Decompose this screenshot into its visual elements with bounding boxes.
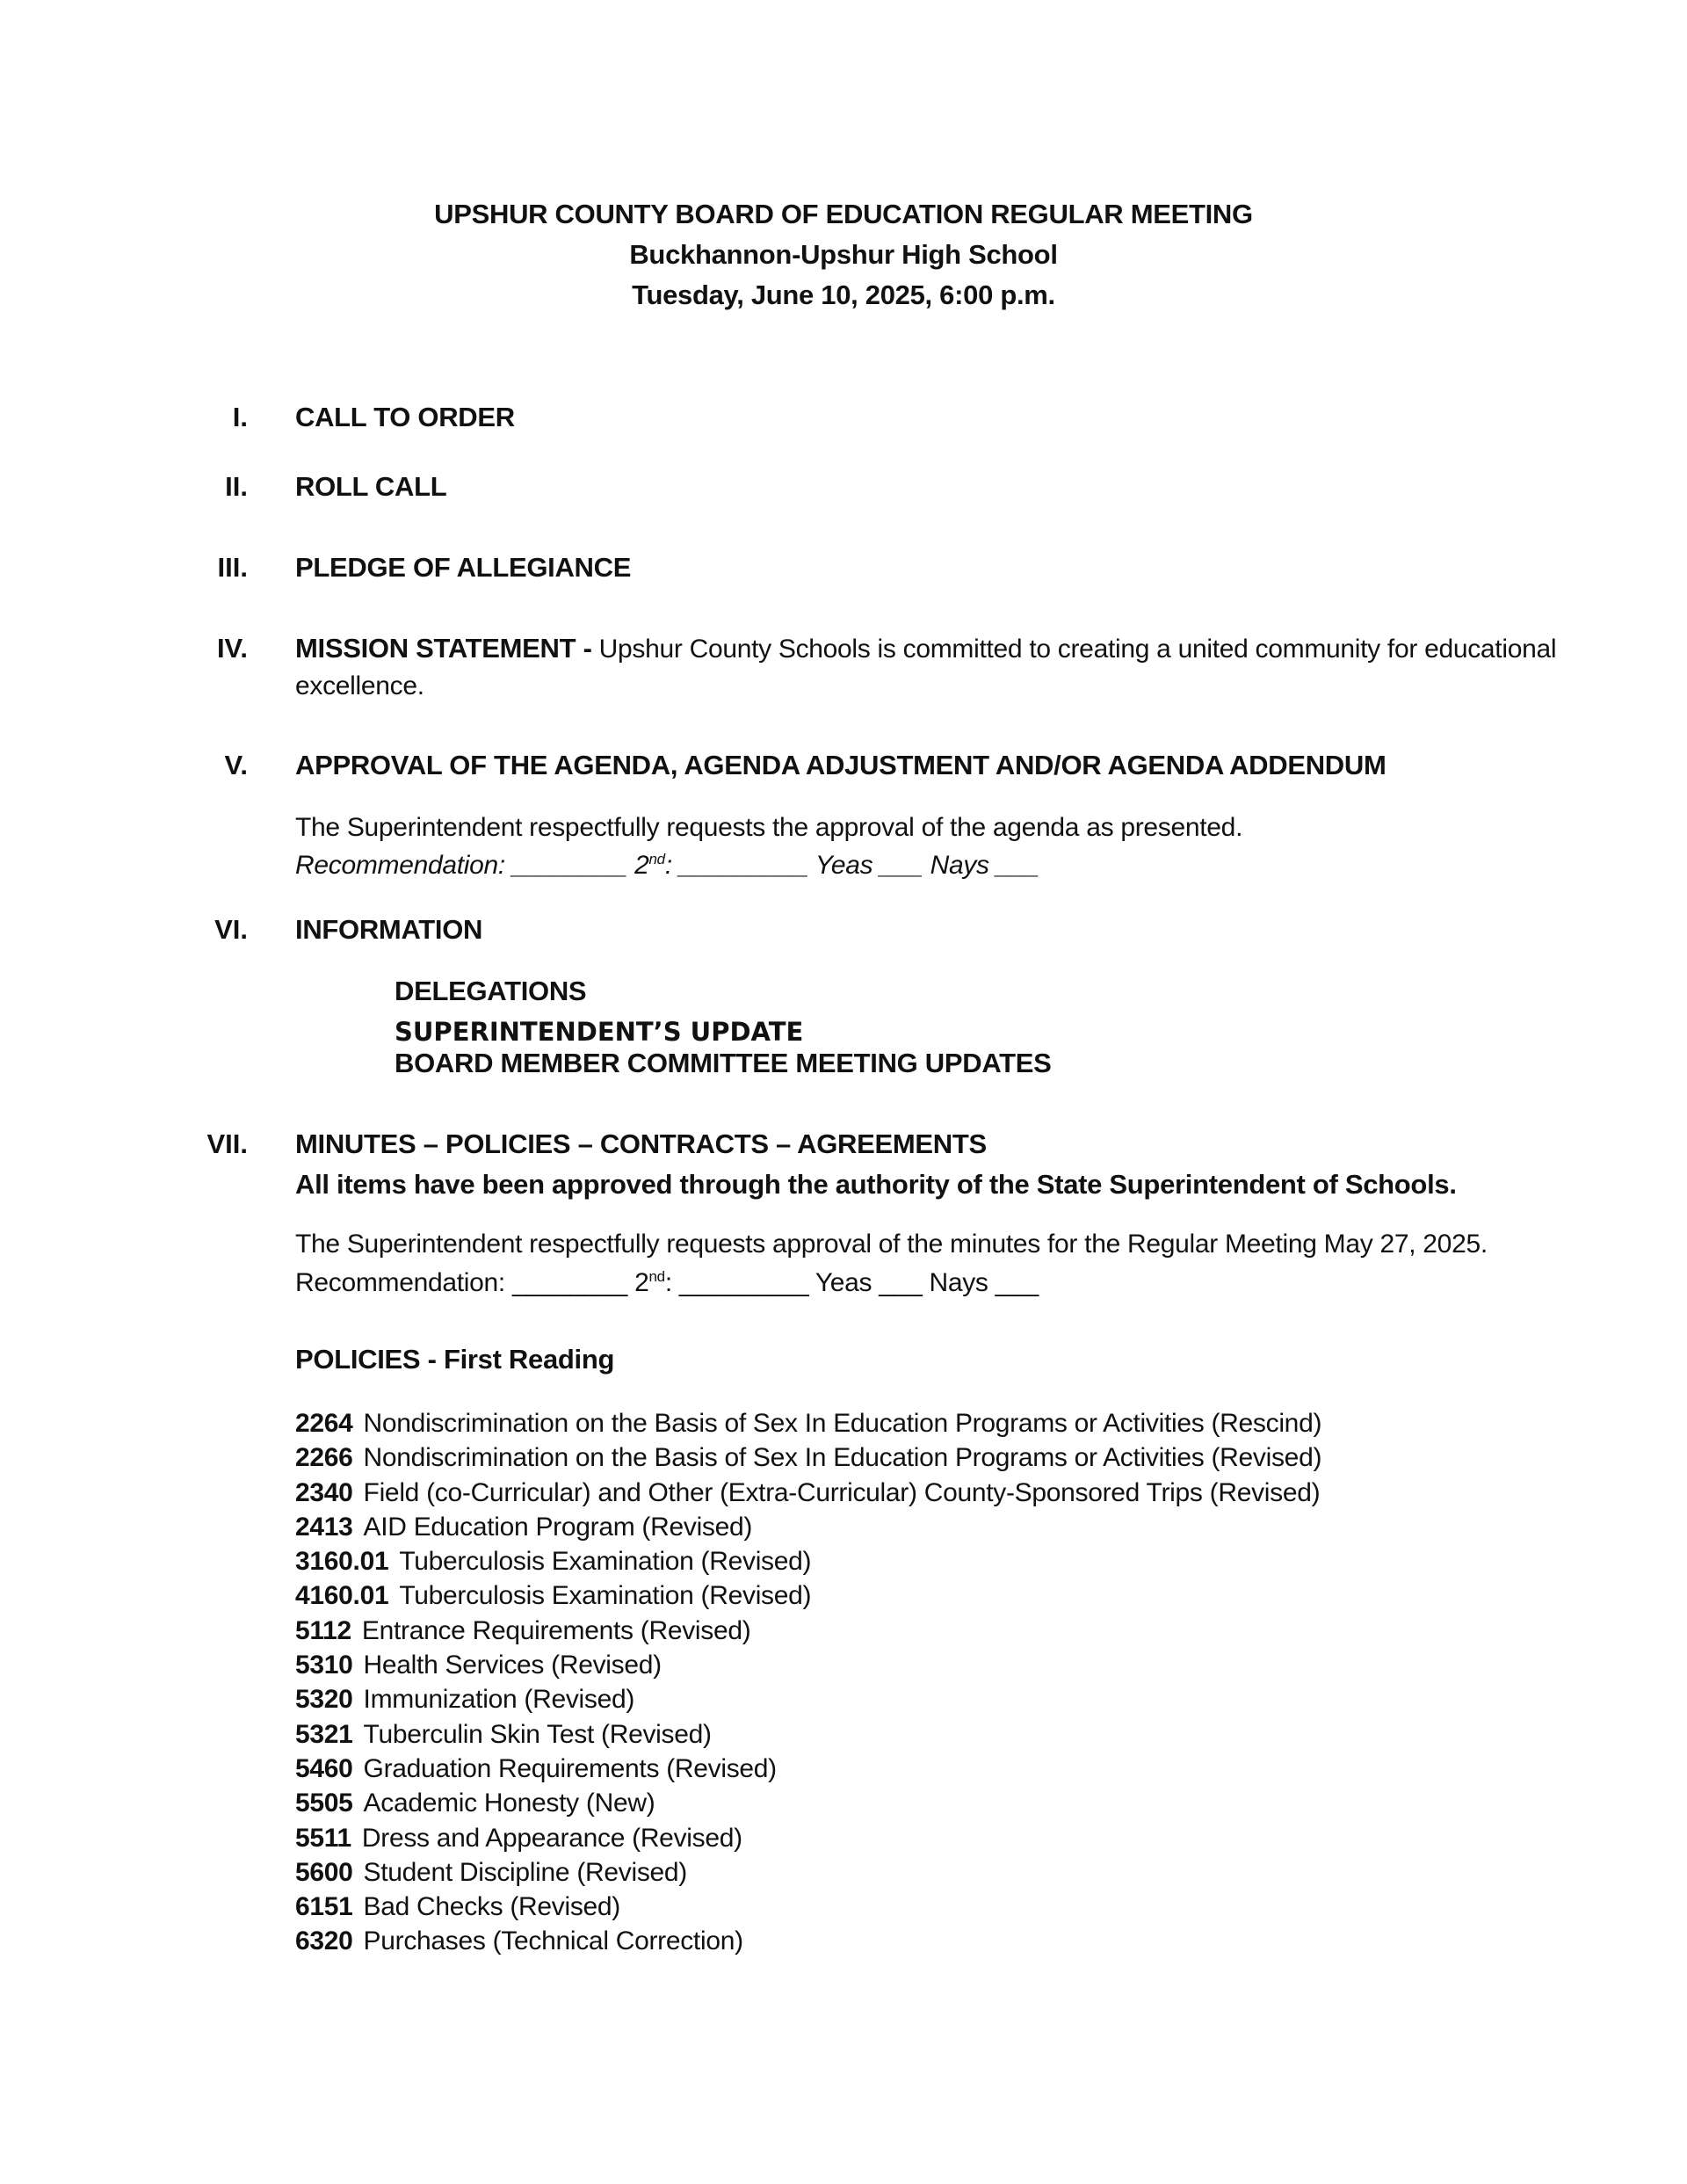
minutes-request: The Superintendent respectfully requests approval of the minutes for the Regular Meeting May 27, 2025. <box>295 1230 1488 1259</box>
section-number: VII. <box>206 1128 248 1159</box>
mission-statement-text-cont: excellence. <box>295 671 424 700</box>
meeting-title: UPSHUR COUNTY BOARD OF EDUCATION REGULAR MEETING <box>434 199 1253 229</box>
second-superscript: nd <box>648 1268 665 1285</box>
second-superscript: nd <box>648 851 665 867</box>
policy-title: Tuberculosis Examination (Revised) <box>399 1547 812 1577</box>
policy-item <box>295 1754 1321 1789</box>
section-roll-call: ROLL CALL <box>295 471 447 502</box>
info-superintendent-update: SUPERINTENDENT’S UPDATE <box>395 1017 804 1047</box>
section-number: II. <box>225 471 248 502</box>
policy-code: 6151 <box>295 1892 353 1922</box>
section-number: I. <box>232 402 248 432</box>
policy-title: Academic Honesty (New) <box>363 1789 655 1818</box>
policy-code: 5460 <box>295 1753 353 1783</box>
policy-title: Nondiscrimination on the Basis of Sex In Education Programs or Activities (Revised) <box>363 1443 1322 1473</box>
policy-item <box>295 1720 1321 1754</box>
section-pledge: PLEDGE OF ALLEGIANCE <box>295 552 632 583</box>
policy-title: Bad Checks (Revised) <box>363 1892 620 1922</box>
policy-item <box>295 1651 1321 1685</box>
policy-title: Graduation Requirements (Revised) <box>363 1753 777 1783</box>
policy-item <box>295 1858 1321 1892</box>
policies-list <box>295 1409 1321 1962</box>
section-number: V. <box>224 750 248 780</box>
policy-code: 2340 <box>295 1477 353 1507</box>
policy-title: Field (co-Curricular) and Other (Extra-Curricular) County-Sponsored Trips (Revised) <box>363 1477 1321 1507</box>
recommendation-votes: : _________ Yeas ___ Nays ___ <box>664 1268 1039 1297</box>
policy-title: AID Education Program (Revised) <box>363 1512 753 1542</box>
agenda-request: The Superintendent respectfully requests the approval of the agenda as presented. <box>295 813 1243 842</box>
policy-title: Student Discipline (Revised) <box>363 1857 687 1887</box>
policy-title: Tuberculosis Examination (Revised) <box>399 1581 812 1611</box>
policy-item <box>295 1616 1321 1651</box>
policy-code: 5321 <box>295 1719 353 1749</box>
section-call-to-order: CALL TO ORDER <box>295 402 515 432</box>
meeting-location: Buckhannon-Upshur High School <box>629 239 1058 270</box>
meeting-date: Tuesday, June 10, 2025, 6:00 p.m. <box>632 279 1055 310</box>
section-agenda-approval: APPROVAL OF THE AGENDA, AGENDA ADJUSTMENT AND/OR AGENDA ADDENDUM <box>295 750 1387 780</box>
policy-code: 6320 <box>295 1926 353 1956</box>
policy-item <box>295 1478 1321 1513</box>
section-minutes-policies: MINUTES – POLICIES – CONTRACTS – AGREEMENTS <box>295 1128 987 1159</box>
mission-statement <box>295 633 1556 664</box>
policy-item <box>295 1892 1321 1926</box>
policy-code: 2264 <box>295 1409 353 1438</box>
policy-title: Nondiscrimination on the Basis of Sex In Education Programs or Activities (Rescind) <box>363 1409 1322 1438</box>
mission-statement-text: Upshur County Schools is committed to creating a united community for educational <box>598 635 1557 664</box>
policy-code: 2266 <box>295 1443 353 1473</box>
policy-title: Entrance Requirements (Revised) <box>361 1615 751 1645</box>
policy-code: 5511 <box>295 1823 351 1853</box>
policy-code: 5310 <box>295 1651 353 1680</box>
info-board-committee-updates: BOARD MEMBER COMMITTEE MEETING UPDATES <box>395 1048 1052 1078</box>
policy-code: 2413 <box>295 1512 353 1542</box>
policy-code: 4160.01 <box>295 1581 389 1611</box>
section-information: INFORMATION <box>295 914 483 945</box>
policy-code: 5320 <box>295 1685 353 1715</box>
policy-title: Purchases (Technical Correction) <box>363 1926 743 1956</box>
policy-code: 3160.01 <box>295 1547 389 1577</box>
policy-item <box>295 1581 1321 1615</box>
policy-item <box>295 1547 1321 1581</box>
agenda-recommendation <box>295 851 1039 881</box>
policy-item <box>295 1443 1321 1477</box>
policy-title: Health Services (Revised) <box>363 1651 662 1680</box>
policy-title: Tuberculin Skin Test (Revised) <box>363 1719 712 1749</box>
policy-item <box>295 1513 1321 1547</box>
policy-item <box>295 1926 1321 1961</box>
policy-title: Dress and Appearance (Revised) <box>361 1823 742 1853</box>
recommendation-votes: : _________ Yeas ___ Nays ___ <box>664 851 1039 880</box>
recommendation-label: Recommendation: ________ 2 <box>295 851 649 880</box>
section-number: III. <box>217 552 248 583</box>
policy-item <box>295 1685 1321 1719</box>
policy-code: 5112 <box>295 1615 351 1645</box>
mission-statement-label: MISSION STATEMENT - <box>295 633 592 664</box>
section-number: IV. <box>216 633 248 664</box>
recommendation-label: Recommendation: ________ 2 <box>295 1268 649 1297</box>
approval-authority-note: All items have been approved through the authority of the State Superintendent of Schools. <box>295 1169 1457 1200</box>
policy-item <box>295 1824 1321 1858</box>
policy-code: 5505 <box>295 1789 353 1818</box>
minutes-recommendation <box>295 1268 1039 1298</box>
policy-item <box>295 1409 1321 1443</box>
policy-code: 5600 <box>295 1857 353 1887</box>
policy-title: Immunization (Revised) <box>363 1685 635 1715</box>
info-delegations: DELEGATIONS <box>395 976 587 1006</box>
section-number: VI. <box>214 914 248 945</box>
policies-heading: POLICIES - First Reading <box>295 1344 615 1375</box>
policy-item <box>295 1789 1321 1823</box>
